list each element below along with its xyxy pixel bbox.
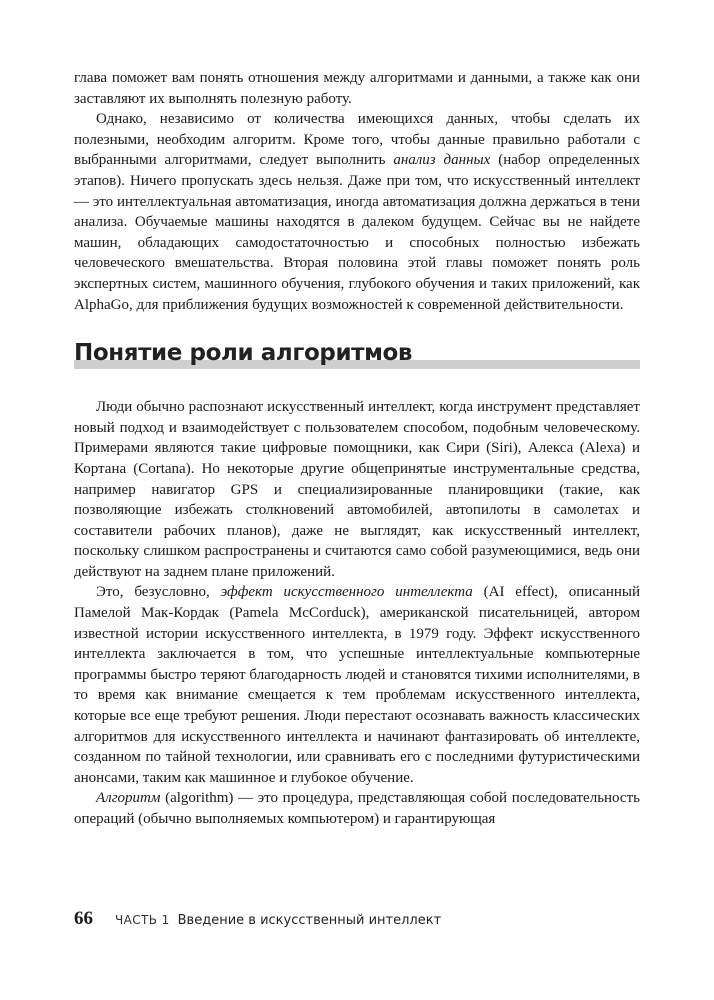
paragraph-text: (AI effect), описанный Памелой Мак-Кордак (Pamela McCorduck), американской писательницей, автором известной истории искусственного интеллекта, в 1979 году. Эффект искусственного интеллекта заключается в том, что успешные интеллектуальные компьютерные программы быстро теряют благодарность людей и становятся тихими исполнителями, в то время как внимание смещается к тем проблемам искусственного интеллекта, которые все еще требуют решения. Люди перестают осознавать важность классических алгоритмов для искусственного интеллекта и начинают фантазировать об интеллекте, созданном по тайной технологии, или сравнивать его с последними футуристическими анонсами, таким как машинное и глубокое обучение.: [74, 584, 640, 786]
emphasis-term: эффект искусственного интеллекта: [220, 584, 473, 601]
paragraph-data-analysis: [74, 109, 640, 315]
part-label: ЧАСТЬ 1: [115, 913, 170, 927]
paragraph-text: (набор определенных этапов). Ничего пропускать здесь нельзя. Даже при том, что искусственный интеллект — это интеллектуальная автоматизация, иногда автоматизация должна держаться в тени анализа. Обучаемые машины находятся в далеком будущем. Сейчас вы не найдете машин, обладающих самодостаточностью и способных полностью избежать человеческого вмешательства. Вторая половина этой главы поможет понять роль экспертных систем, машинного обучения, глубокого обучения и таких приложений, как AlphaGo, для приближения будущих возможностей к современной действительности.: [74, 152, 640, 313]
paragraph-text: (algorithm) — это процедура, представляющая собой последовательность операций (обычно выполняемых компьютером) и гарантирующая: [74, 790, 640, 827]
section-heading-block: [74, 337, 640, 379]
paragraph-continuation: глава поможет вам понять отношения между алгоритмами и данными, а также как они заставляют их выполнять полезную работу.: [74, 70, 640, 107]
page-number: 66: [74, 908, 93, 929]
emphasis-term: Алгоритм: [96, 790, 161, 807]
paragraph-ai-effect: [74, 582, 640, 788]
section-heading: Понятие роли алгоритмов: [74, 340, 413, 367]
paragraph-text: Однако, независимо от количества имеющихся данных, чтобы сделать их полезными, необходим алгоритм. Кроме того, чтобы данные правильно работали с выбранными алгоритмами, следует выполнить: [74, 111, 640, 169]
page-footer: [74, 908, 441, 930]
chapter-title: Введение в искусственный интеллект: [177, 913, 442, 928]
paragraph-algorithm-definition: [74, 788, 640, 829]
paragraph-text: Это, безусловно,: [96, 584, 221, 601]
page-body: [74, 68, 640, 830]
emphasis-term: анализ данных: [393, 152, 491, 169]
paragraph-ai-recognition: Люди обычно распознают искусственный интеллект, когда инструмент представляет новый подход и взаимодействует с пользователем способом, подобным человеческому. Примерами являются такие цифровые помощники, как Сири (Siri), Алекса (Alexa) и Кортана (Cortana). Но некоторые другие общепринятые инструментальные средства, например навигатор GPS и специализированные планировщики (такие, как позволяющие избежать столкновений автомобилей, автопилоты в самолетах и составители рабочих планов), даже не выглядят, как искусственный интеллект, поскольку слишком распространены и считаются само собой разумеющимися, ведь они действуют на заднем плане приложений.: [74, 399, 640, 580]
